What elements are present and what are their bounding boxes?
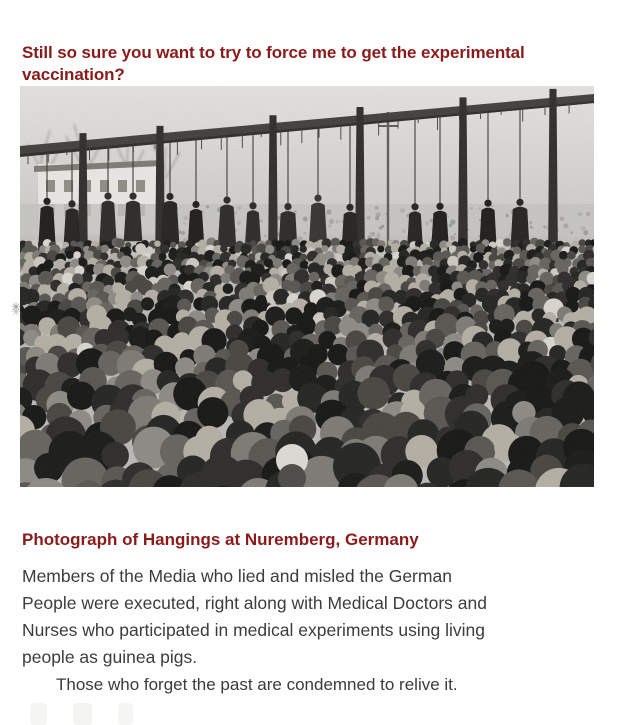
photo-scene: [20, 86, 594, 487]
headline-line-1: Still so sure you want to try to force me to get the experimental: [22, 42, 618, 64]
cursor-artifact-icon: ✳: [11, 301, 21, 313]
body-paragraph: [22, 563, 612, 671]
cutoff-ui-element: [73, 703, 92, 725]
photo-caption-heading: Photograph of Hangings at Nuremberg, Germany: [22, 529, 602, 550]
post-headline: [22, 42, 618, 85]
quote-line: Those who forget the past are condemned to relive it.: [56, 673, 596, 697]
body-line-3: Nurses who participated in medical experiments using living: [22, 617, 612, 644]
nuremberg-hangings-photo[interactable]: [20, 86, 594, 487]
body-line-4: people as guinea pigs.: [22, 644, 612, 671]
cutoff-ui-element: [118, 703, 133, 725]
body-line-1: Members of the Media who lied and misled the German: [22, 563, 612, 590]
cutoff-ui-element: [30, 703, 47, 725]
headline-line-2: vaccination?: [22, 64, 618, 86]
body-line-2: People were executed, right along with Medical Doctors and: [22, 590, 612, 617]
